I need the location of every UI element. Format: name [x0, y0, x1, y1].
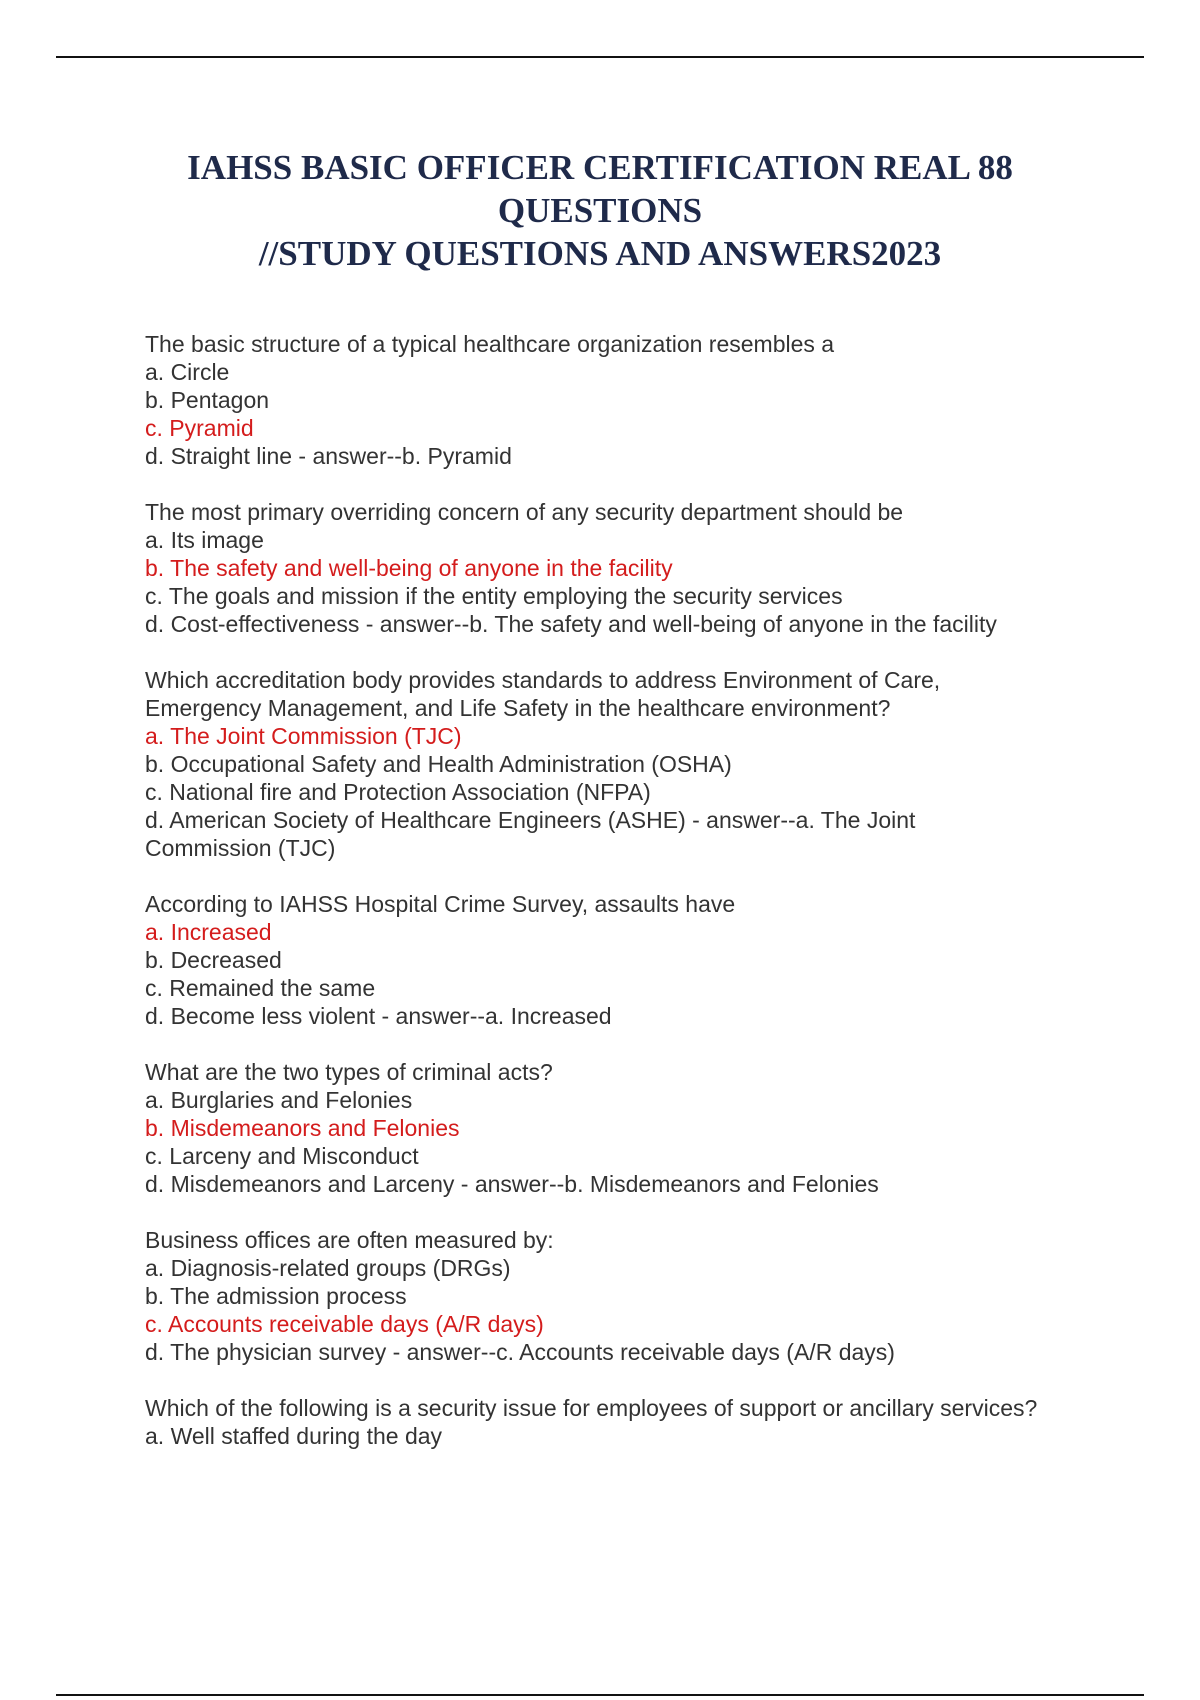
answer-option: d. Cost-effectiveness - answer--b. The safety and well-being of anyone in the facility — [145, 611, 997, 637]
question-text: According to IAHSS Hospital Crime Survey, assaults have — [145, 891, 736, 917]
answer-option: d. Straight line - answer--b. Pyramid — [145, 443, 512, 469]
question-block — [145, 1394, 1105, 1450]
answer-option: d. Become less violent - answer--a. Increased — [145, 1003, 612, 1029]
bottom-rule — [56, 1694, 1144, 1696]
answer-option: c. Larceny and Misconduct — [145, 1143, 419, 1169]
question-text: Emergency Management, and Life Safety in the healthcare environment? — [145, 695, 891, 721]
answer-option-continued: Commission (TJC) — [145, 835, 336, 861]
answer-option: a. Diagnosis-related groups (DRGs) — [145, 1255, 511, 1281]
question-text: Which of the following is a security issue for employees of support or ancillary services? — [145, 1395, 1038, 1421]
correct-answer-option: c. Accounts receivable days (A/R days) — [145, 1311, 544, 1337]
answer-option: c. Remained the same — [145, 975, 376, 1001]
question-block — [145, 1058, 1105, 1198]
answer-option: d. Misdemeanors and Larceny - answer--b. Misdemeanors and Felonies — [145, 1171, 879, 1197]
question-list — [145, 330, 1105, 1478]
answer-option: b. Decreased — [145, 947, 282, 973]
correct-answer-option: b. Misdemeanors and Felonies — [145, 1115, 460, 1141]
question-text: Business offices are often measured by: — [145, 1227, 554, 1253]
question-text: Which accreditation body provides standards to address Environment of Care, — [145, 667, 941, 693]
answer-option: a. Well staffed during the day — [145, 1423, 443, 1449]
answer-option: c. The goals and mission if the entity employing the security services — [145, 583, 843, 609]
question-text: The most primary overriding concern of any security department should be — [145, 499, 904, 525]
question-text: What are the two types of criminal acts? — [145, 1059, 553, 1085]
top-rule — [56, 56, 1144, 58]
question-block — [145, 666, 1105, 862]
correct-answer-option: b. The safety and well-being of anyone in the facility — [145, 555, 673, 581]
correct-answer-option: a. Increased — [145, 919, 272, 945]
correct-answer-option: c. Pyramid — [145, 415, 254, 441]
answer-option: c. National fire and Protection Association (NFPA) — [145, 779, 651, 805]
answer-option: b. Pentagon — [145, 387, 270, 413]
question-block — [145, 1226, 1105, 1366]
question-block — [145, 890, 1105, 1030]
answer-option: d. The physician survey - answer--c. Accounts receivable days (A/R days) — [145, 1339, 895, 1365]
question-block — [145, 498, 1105, 638]
document-title — [100, 146, 1100, 275]
answer-option: a. Its image — [145, 527, 264, 553]
title-line: QUESTIONS — [497, 191, 703, 230]
answer-option: b. The admission process — [145, 1283, 407, 1309]
title-line: //STUDY QUESTIONS AND ANSWERS2023 — [258, 234, 942, 273]
title-line: IAHSS BASIC OFFICER CERTIFICATION REAL 88 — [187, 148, 1013, 187]
answer-option: d. American Society of Healthcare Engineers (ASHE) - answer--a. The Joint — [145, 807, 916, 833]
question-text: The basic structure of a typical healthcare organization resembles a — [145, 331, 835, 357]
answer-option: a. Burglaries and Felonies — [145, 1087, 413, 1113]
question-block — [145, 330, 1105, 470]
correct-answer-option: a. The Joint Commission (TJC) — [145, 723, 462, 749]
answer-option: a. Circle — [145, 359, 230, 385]
answer-option: b. Occupational Safety and Health Administration (OSHA) — [145, 751, 732, 777]
